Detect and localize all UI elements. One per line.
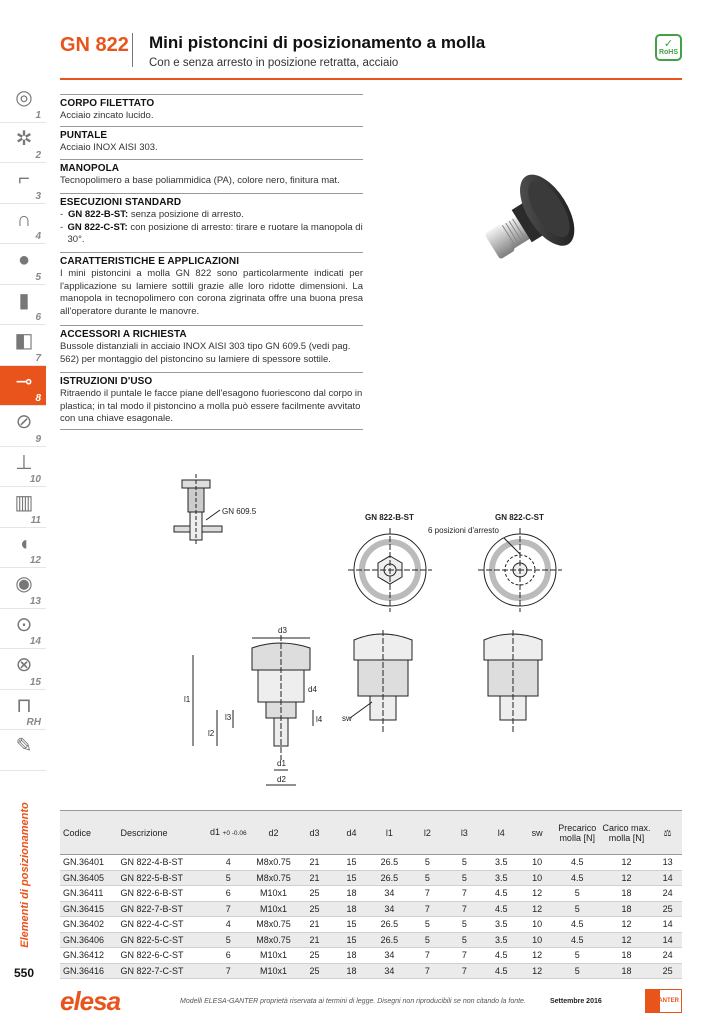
label-sw: sw: [342, 714, 352, 723]
elesa-logo: [60, 986, 120, 1017]
table-cell: 4: [206, 855, 251, 871]
label-gn609: GN 609.5: [222, 507, 257, 516]
specification-table: [60, 810, 682, 979]
hinge-icon: ▥: [14, 492, 34, 514]
table-cell: 4.5: [555, 855, 600, 871]
ganter-logo: [645, 989, 682, 1013]
top-view-c: [478, 528, 562, 612]
table-cell: 5: [555, 901, 600, 917]
lock-icon: ◉: [15, 573, 33, 595]
table-cell: 21: [296, 870, 333, 886]
section-body: Tecnopolimero a base poliammidica (PA), colore nero, finitura mat.: [60, 175, 340, 186]
table-row: [60, 901, 682, 917]
table-cell: GN 822-7-C-ST: [117, 963, 205, 979]
table-cell: 5: [446, 870, 483, 886]
section-body: Acciaio INOX AISI 303.: [60, 142, 158, 153]
star-knob-icon: ✲: [15, 127, 33, 150]
sidebar-item-number: 12: [29, 555, 41, 566]
sidebar-item[interactable]: [0, 163, 46, 204]
section-esecuzioni: [60, 193, 363, 247]
table-cell: 12: [600, 917, 653, 933]
sidebar-item-number: 8: [35, 393, 41, 404]
table-cell: 26.5: [370, 917, 409, 933]
sidebar-item[interactable]: [0, 244, 46, 285]
table-cell: 4.5: [483, 901, 520, 917]
col-descrizione: Descrizione: [117, 811, 205, 855]
table-cell: 25: [296, 886, 333, 902]
sidebar-item[interactable]: [0, 406, 46, 447]
table-cell: 3.5: [483, 855, 520, 871]
section-view-b: [350, 630, 412, 732]
table-cell: 7: [409, 901, 446, 917]
sidebar-item-number: 14: [29, 636, 41, 647]
dim-d2: d2: [277, 775, 286, 784]
table-cell: 6: [206, 886, 251, 902]
table-cell: 5: [409, 870, 446, 886]
table-cell: 12: [520, 901, 555, 917]
table-cell: 12: [600, 855, 653, 871]
table-cell: 3.5: [483, 917, 520, 933]
dim-d3: d3: [278, 626, 287, 635]
label-variant-b: GN 822-B-ST: [365, 513, 414, 522]
table-cell: 18: [600, 886, 653, 902]
table-cell: 15: [333, 870, 370, 886]
castor-icon: ⊙: [15, 613, 33, 636]
knob-icon: ◎: [15, 87, 33, 109]
table-cell: M10x1: [251, 948, 296, 964]
table-cell: GN.36405: [60, 870, 117, 886]
sidebar-item[interactable]: [0, 123, 46, 164]
table-cell: 15: [333, 917, 370, 933]
section-manopola: [60, 159, 363, 188]
table-cell: 7: [206, 901, 251, 917]
footer-date: Settembre 2016: [550, 998, 602, 1005]
sidebar-item[interactable]: [0, 447, 46, 488]
sidebar-item[interactable]: [0, 609, 46, 650]
table-cell: 26.5: [370, 855, 409, 871]
col-d2: d2: [251, 811, 296, 855]
table-cell: 4.5: [555, 917, 600, 933]
table-cell: 12: [520, 963, 555, 979]
col-d1-tolerance: +0 -0.06: [222, 829, 247, 837]
col-d3: d3: [296, 811, 333, 855]
sidebar-item[interactable]: [0, 649, 46, 690]
table-cell: GN.36411: [60, 886, 117, 902]
section-heading: CARATTERISTICHE E APPLICAZIONI: [60, 256, 240, 267]
clamp-icon: ⊗: [15, 654, 33, 676]
section-accessori: [60, 325, 363, 366]
section-heading: ESECUZIONI STANDARD: [60, 197, 182, 208]
table-cell: 3.5: [483, 870, 520, 886]
variant-code: GN 822-B-ST:: [68, 209, 129, 220]
sidebar-item[interactable]: [0, 82, 46, 123]
handle-icon: ∩: [16, 208, 32, 231]
table-cell: GN.36401: [60, 855, 117, 871]
table-cell: 34: [370, 963, 409, 979]
table-cell: 12: [600, 870, 653, 886]
ganter-logo-text: GANTER: [653, 998, 679, 1004]
sidebar-item-number: 6: [35, 312, 41, 323]
table-cell: 14: [653, 870, 682, 886]
table-cell: 25: [653, 963, 682, 979]
table-cell: 7: [446, 963, 483, 979]
table-cell: GN.36402: [60, 917, 117, 933]
sidebar-item-number: 9: [35, 433, 41, 445]
label-arresto: 6 posizioni d'arresto: [428, 526, 499, 535]
gn609-mounting-view: [174, 474, 222, 546]
table-cell: M10x1: [251, 886, 296, 902]
col-l4: l4: [483, 811, 520, 855]
table-row: [60, 963, 682, 979]
header-divider: [132, 33, 133, 67]
table-cell: 13: [653, 855, 682, 871]
technical-drawing: [160, 470, 600, 800]
table-cell: GN 822-4-B-ST: [117, 855, 205, 871]
section-puntale: [60, 126, 363, 155]
table-cell: 14: [653, 917, 682, 933]
table-cell: M10x1: [251, 963, 296, 979]
table-cell: 5: [206, 932, 251, 948]
page-title: Mini pistoncini di posizionamento a molla: [149, 33, 486, 52]
table-cell: 21: [296, 917, 333, 933]
cylinder-knob-icon: ▮: [18, 289, 30, 312]
table-cell: GN 822-6-B-ST: [117, 886, 205, 902]
table-cell: 15: [333, 932, 370, 948]
sidebar-item[interactable]: [0, 730, 46, 771]
page-subtitle: Con e senza arresto in posizione retratta, acciaio: [149, 57, 399, 69]
top-view-b: [348, 528, 432, 612]
page-number: 550: [14, 966, 35, 980]
wrench-icon: ✎: [15, 735, 33, 757]
table-cell: 6: [206, 948, 251, 964]
sidebar-item[interactable]: [0, 366, 46, 407]
sidebar-item[interactable]: [0, 568, 46, 609]
table-cell: 5: [555, 948, 600, 964]
table-cell: 34: [370, 948, 409, 964]
table-cell: 18: [333, 886, 370, 902]
list-dash: -: [60, 221, 64, 233]
sidebar-item-number: 10: [29, 474, 41, 485]
section-body: Acciaio zincato lucido.: [60, 110, 154, 121]
dim-d4: d4: [308, 685, 317, 694]
table-cell: GN 822-5-C-ST: [117, 932, 205, 948]
table-cell: 5: [555, 886, 600, 902]
ball-knob-icon: ●: [17, 249, 31, 271]
col-d4: d4: [333, 811, 370, 855]
col-d1: [206, 811, 251, 855]
table-cell: 25: [296, 963, 333, 979]
table-cell: GN 822-6-C-ST: [117, 948, 205, 964]
variant-text: senza posizione di arresto.: [128, 209, 244, 220]
table-cell: 24: [653, 948, 682, 964]
elesa-logo-text: elesa: [60, 986, 121, 1016]
table-row: [60, 917, 682, 933]
table-cell: GN 822-7-B-ST: [117, 901, 205, 917]
table-cell: 24: [653, 886, 682, 902]
section-heading: MANOPOLA: [60, 163, 120, 174]
table-cell: 4: [206, 917, 251, 933]
table-cell: GN 822-4-C-ST: [117, 917, 205, 933]
list-dash: -: [60, 209, 64, 220]
product-code: GN 822: [60, 34, 129, 56]
table-cell: 7: [206, 963, 251, 979]
section-view-c: [484, 630, 542, 732]
latch-icon: ◖: [17, 532, 31, 555]
checkmark-icon: ✓: [663, 37, 674, 50]
section-vertical-label: [18, 802, 32, 948]
table-cell: 18: [600, 948, 653, 964]
rohs-label: RoHS: [658, 48, 679, 56]
table-row: [60, 932, 682, 948]
table-cell: M8x0.75: [251, 932, 296, 948]
table-cell: GN.36406: [60, 932, 117, 948]
cam-icon: ⊘: [15, 411, 33, 433]
table-cell: 5: [409, 917, 446, 933]
sidebar-item-number: 11: [30, 514, 41, 526]
sidebar-item-number: 2: [35, 150, 41, 161]
section-vertical-label-text: Elementi di posizionamento: [19, 802, 31, 948]
sidebar-item[interactable]: [0, 325, 46, 366]
dim-l2: l2: [208, 729, 215, 738]
col-codice: Codice: [60, 811, 117, 855]
table-cell: 12: [520, 886, 555, 902]
label-variant-c: GN 822-C-ST: [495, 513, 544, 522]
section-heading: CORPO FILETTATO: [60, 98, 155, 109]
table-cell: 10: [520, 917, 555, 933]
table-cell: 4.5: [555, 870, 600, 886]
table-cell: 7: [409, 886, 446, 902]
section-istruzioni: [60, 372, 363, 430]
table-cell: 4.5: [483, 886, 520, 902]
sidebar-item-number: 1: [35, 109, 41, 121]
table-cell: 5: [206, 870, 251, 886]
lever-icon: ⌐: [18, 168, 30, 190]
section-heading: ISTRUZIONI D'USO: [60, 376, 153, 387]
table-cell: 21: [296, 855, 333, 871]
table-cell: 18: [333, 963, 370, 979]
table-cell: 15: [333, 855, 370, 871]
table-cell: 10: [520, 870, 555, 886]
table-header-row: [60, 811, 682, 855]
table-row: [60, 886, 682, 902]
table-cell: 10: [520, 855, 555, 871]
position-indicator-icon: ◧: [14, 330, 34, 352]
table-cell: GN.36412: [60, 948, 117, 964]
sidebar-item[interactable]: [0, 528, 46, 569]
table-cell: 5: [555, 963, 600, 979]
table-cell: 7: [409, 963, 446, 979]
table-cell: 18: [333, 901, 370, 917]
table-cell: 7: [446, 886, 483, 902]
sidebar-item[interactable]: [0, 204, 46, 245]
sidebar-item-number: 3: [35, 190, 41, 202]
list-item: [60, 209, 363, 222]
list-item: [60, 222, 363, 247]
table-cell: 14: [653, 932, 682, 948]
footer-note: Modelli ELESA-GANTER proprietà riservata ai termini di legge. Disegni non riproducibili se non citando la fonte.: [180, 998, 526, 1005]
table-cell: 7: [446, 948, 483, 964]
category-sidebar: [0, 82, 46, 771]
pull-handle-icon: ⊓: [16, 694, 32, 717]
table-cell: 7: [446, 901, 483, 917]
table-cell: 34: [370, 886, 409, 902]
dim-d1: d1: [277, 759, 286, 768]
table-cell: M8x0.75: [251, 917, 296, 933]
section-caratteristiche: [60, 252, 363, 318]
table-cell: 7: [409, 948, 446, 964]
table-cell: 12: [520, 948, 555, 964]
col-sw: sw: [520, 811, 555, 855]
product-photo: [448, 155, 598, 305]
rohs-badge: [655, 34, 682, 61]
col-l2: l2: [409, 811, 446, 855]
table-cell: 5: [409, 932, 446, 948]
table-cell: 10: [520, 932, 555, 948]
indexing-plunger-icon: ⊸: [15, 370, 33, 393]
dim-l4: l4: [316, 715, 323, 724]
table-cell: GN.36415: [60, 901, 117, 917]
variant-code: GN 822-C-ST:: [67, 221, 128, 233]
table-cell: 26.5: [370, 870, 409, 886]
table-row: [60, 948, 682, 964]
table-cell: 5: [446, 932, 483, 948]
sidebar-item-number: 4: [35, 231, 41, 242]
section-heading: PUNTALE: [60, 130, 108, 141]
sidebar-item[interactable]: [0, 487, 46, 528]
col-carico: Carico max. molla [N]: [600, 811, 653, 855]
col-l1: l1: [370, 811, 409, 855]
section-heading: ACCESSORI A RICHIESTA: [60, 329, 187, 340]
section-body: Bussole distanziali in acciaio INOX AISI 303 tipo GN 609.5 (vedi pag. 562) per montaggio del pistoncino su lamiere di spessore sottile.: [60, 341, 351, 365]
table-cell: 12: [600, 932, 653, 948]
table-cell: 25: [296, 901, 333, 917]
dim-l1: l1: [184, 695, 191, 704]
leveling-foot-icon: ⊥: [15, 451, 33, 474]
header-rule: [60, 78, 682, 80]
col-d1-label: d1: [210, 826, 221, 837]
dim-l3: l3: [225, 713, 232, 722]
table-cell: 21: [296, 932, 333, 948]
table-cell: M8x0.75: [251, 855, 296, 871]
sidebar-item[interactable]: [0, 690, 46, 731]
table-row: [60, 870, 682, 886]
table-cell: 5: [446, 855, 483, 871]
table-cell: 26.5: [370, 932, 409, 948]
table-cell: 5: [409, 855, 446, 871]
sidebar-item-number: 13: [29, 595, 41, 607]
col-peso: [653, 811, 682, 855]
table-body: [60, 855, 682, 979]
table-cell: GN.36416: [60, 963, 117, 979]
section-body: I mini pistoncini a molla GN 822 sono particolarmente indicati per l'applicazione su lamiere sottili grazie alle loro ridotte dimensioni. La manopola in tecnopolimero con corona zigrinata offre una buona presa all'operatore durante le manovre.: [60, 268, 363, 317]
sidebar-item-number: 7: [35, 352, 41, 364]
table-cell: 25: [653, 901, 682, 917]
col-l3: l3: [446, 811, 483, 855]
table-cell: 18: [333, 948, 370, 964]
table-cell: M8x0.75: [251, 870, 296, 886]
table-cell: 3.5: [483, 932, 520, 948]
table-cell: 4.5: [483, 948, 520, 964]
balance-scale-icon: ⚖: [663, 827, 672, 838]
table-row: [60, 855, 682, 871]
table-cell: 4.5: [555, 932, 600, 948]
sidebar-item[interactable]: [0, 285, 46, 326]
table-cell: 34: [370, 901, 409, 917]
sidebar-item-number: 5: [35, 271, 41, 283]
table-cell: 18: [600, 901, 653, 917]
sidebar-item-number: RH: [26, 717, 41, 728]
table-cell: 5: [446, 917, 483, 933]
section-body: Ritraendo il puntale le facce piane dell'esagono fuoriescono dal corpo in plastica; in tal modo il pistoncino a molla può essere facilmente avvitato con una chiave esagonale.: [60, 388, 363, 424]
sidebar-item-number: 15: [29, 676, 41, 688]
side-view-main: [193, 635, 313, 785]
table-cell: GN 822-5-B-ST: [117, 870, 205, 886]
section-corpo: [60, 94, 363, 123]
col-precarico: Precarico molla [N]: [555, 811, 600, 855]
table-cell: 4.5: [483, 963, 520, 979]
table-cell: M10x1: [251, 901, 296, 917]
variant-text: con posizione di arresto: tirare e ruotare la manopola di 30°.: [67, 221, 363, 245]
table-cell: 18: [600, 963, 653, 979]
table-cell: 25: [296, 948, 333, 964]
